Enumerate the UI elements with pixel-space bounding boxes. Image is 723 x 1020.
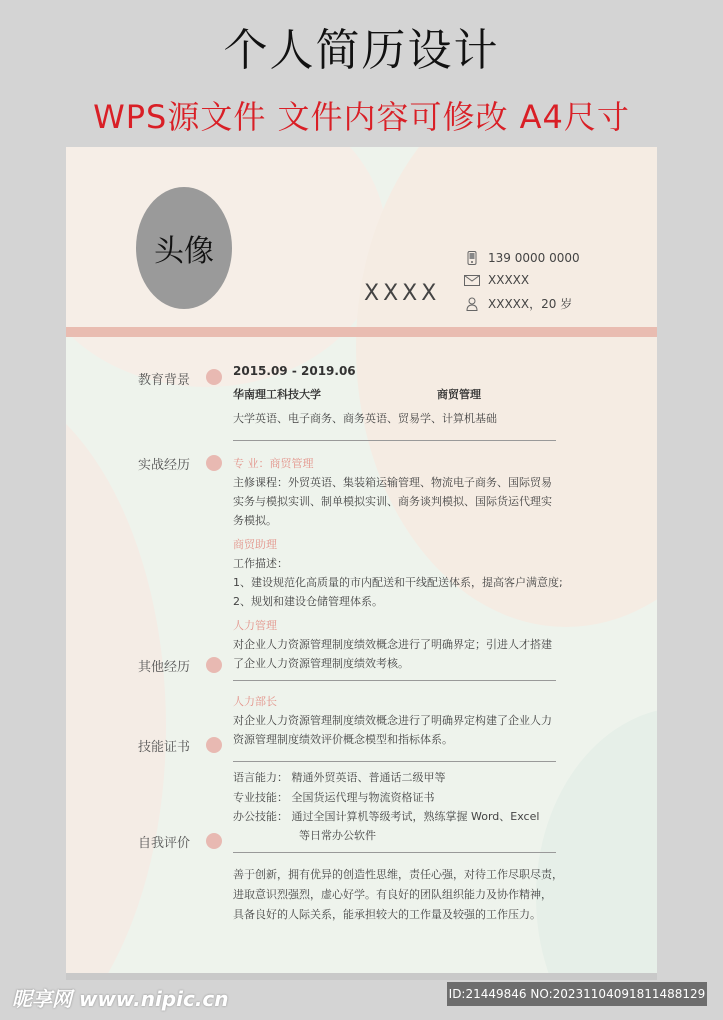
age-text: XXXXX，20 岁: [488, 297, 573, 311]
practice-desc-item: 1、建设规范化高质量的市内配送和干线配送体系，提高客户满意度;: [233, 576, 563, 589]
section-dot: [206, 833, 222, 849]
section-dot: [206, 737, 222, 753]
education-courses: 大学英语、电子商务、商务英语、贸易学、计算机基础: [233, 412, 497, 425]
contact-age: [464, 295, 572, 312]
section-label-practice: 实战经历: [138, 458, 191, 473]
skill-professional: 专业技能： 全国货运代理与物流资格证书: [233, 791, 435, 804]
practice-desc-label: 工作描述：: [233, 557, 288, 570]
email-text: XXXXX: [488, 273, 530, 287]
practice-line: 务模拟。: [233, 514, 277, 527]
other-line: 对企业人力资源管理制度绩效概念进行了明确界定构建了企业人力: [233, 714, 552, 727]
section-dot: [206, 657, 222, 673]
mail-icon: [464, 273, 480, 287]
banner-subtitle: WPS源文件 文件内容可修改 A4尺寸: [93, 98, 630, 136]
practice-line: 实务与模拟实训、制单模拟实训、商务谈判模拟、国际货运代理实: [233, 495, 552, 508]
contact-email: [464, 273, 529, 287]
practice-title-assistant: 商贸助理: [233, 538, 277, 551]
divider: [233, 852, 556, 853]
education-major: 商贸管理: [437, 388, 481, 401]
practice-desc-item: 2、规划和建设仓储管理体系。: [233, 595, 383, 608]
contact-phone: [464, 251, 580, 265]
practice-title-major: 专 业：商贸管理: [233, 457, 314, 470]
practice-line: 主修课程：外贸英语、集装箱运输管理、物流电子商务、国际贸易: [233, 476, 552, 489]
header-divider-bar: [66, 327, 657, 337]
practice-line: 对企业人力资源管理制度绩效概念进行了明确界定；引进人才搭建: [233, 638, 552, 651]
avatar-label: 头像: [154, 234, 214, 269]
practice-line: 了企业人力资源管理制度绩效考核。: [233, 657, 409, 670]
divider: [233, 440, 556, 441]
divider: [233, 680, 556, 681]
practice-title-hr: 人力管理: [233, 619, 277, 632]
self-line: 进取意识烈强烈，虚心好学。有良好的团队组织能力及协作精神，: [233, 888, 552, 901]
section-label-self: 自我评价: [138, 836, 191, 851]
divider: [233, 761, 556, 762]
user-icon: [464, 297, 480, 311]
other-title: 人力部长: [233, 695, 277, 708]
section-dot: [206, 455, 222, 471]
other-line: 资源管理制度绩效评价概念模型和指标体系。: [233, 733, 453, 746]
section-label-skills: 技能证书: [138, 740, 191, 755]
skill-office-cont: 等日常办公软件: [299, 829, 376, 842]
page-bottom-edge: [66, 973, 657, 980]
self-line: 具备良好的人际关系，能承担较大的工作量及较强的工作压力。: [233, 908, 541, 921]
avatar: [136, 187, 232, 309]
section-dot: [206, 369, 222, 385]
self-line: 善于创新，拥有优异的创造性思维，责任心强，对待工作尽职尽责，: [233, 868, 563, 881]
skill-language: 语言能力： 精通外贸英语、普通话二级甲等: [233, 771, 446, 784]
banner-title: 个人简历设计: [223, 25, 500, 76]
section-label-education: 教育背景: [138, 373, 191, 388]
phone-icon: [464, 251, 480, 265]
watermark-right: ID:21449846 NO:20231104091811488129: [447, 982, 707, 1006]
resume-page: [66, 147, 657, 980]
watermark-left: 昵享网 www.nipic.cn: [12, 987, 229, 1011]
candidate-name: XXXX: [364, 281, 441, 306]
phone-text: 139 0000 0000: [488, 251, 580, 265]
education-school: 华南理工科技大学: [233, 388, 321, 401]
skill-office: 办公技能： 通过全国计算机等级考试，熟练掌握 Word、Excel: [233, 810, 540, 823]
education-period: 2015.09 - 2019.06: [233, 364, 356, 378]
section-label-other: 其他经历: [138, 660, 191, 675]
